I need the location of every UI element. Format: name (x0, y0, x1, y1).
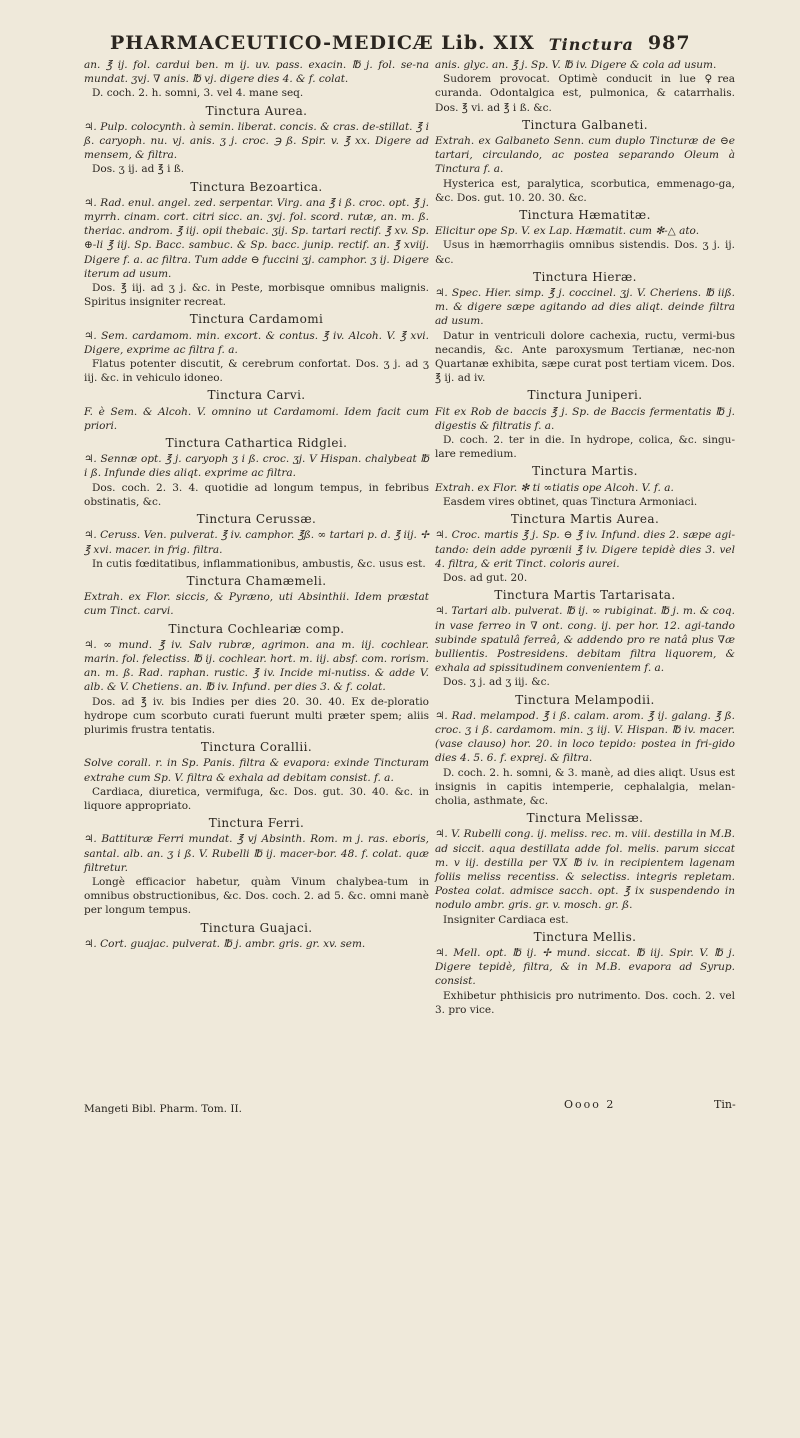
entry-title: Tinctura Melampodii. (515, 692, 655, 707)
recipe-entry (84, 104, 429, 177)
usage-text: Dos. ad ℥ iv. bis Indies per dies 20. 30. 40. Ex de-ploratio hydrope cum scorbuto curati fuerunt multi præter spem; aliis plurimis frustra tentatis. (84, 695, 429, 736)
recipe-entry (435, 208, 735, 267)
recipe-text: ♃. V. Rubelli cong. ij. meliss. rec. m. viii. destilla in M.B. ad siccit. aqua destillata adde fol. melis. parum siccat m. v iij. destilla per ∇X ℔ iv. in recipientem lagenam foliis meliss recentiss. & selectiss. integris repletam. Postea colat. admisce sacch. opt. ℥ ix suspendendo in nodulo ambr. gris. gr. v. mosch. gr. ß. (435, 828, 735, 912)
page-number: 987 (647, 32, 691, 54)
recipe-entry (84, 436, 429, 509)
signature-mark: Oooo 2 (564, 1098, 616, 1111)
entry-title: Tinctura Cerussæ. (196, 512, 317, 527)
recipe-entry (435, 693, 735, 809)
recipe-entry (84, 574, 429, 619)
recipe-text: ♃. Rad. enul. angel. zed. serpentar. Virg. ana ℥ i ß. croc. opt. ℥ j. myrrh. cinam. cort. citri sicc. an. ʒvj. fol. scord. rutæ, an. m. ß. theriac. androm. ℥ iij. opii thebaic. ʒij. Sp. tartari rectif. ℥ xv. Sp. ⊕-li ℥ iij. Sp. Bacc. sambuc. & Sp. bacc. junip. rectif. an. ℥ xviij. Digere f. a. ac filtra. Tum adde ⊖ fuccini ʒj. camphor. ʒ ij. Digere iterum ad usum. (84, 196, 429, 280)
recipe-text: ♃. Tartari alb. pulverat. ℔ ij. ∞ rubiginat. ℔ j. m. & coq. in vase ferreo in ∇ ont. cong. ij. per hor. 12. agi-tando subinde spatulâ ferreâ, & addendo pro re natâ plus ∇æ bullientis. Postresidens. debitam filtra liquorem, & exhala ad spissitudinem convenientem f. a. (435, 605, 735, 675)
recipe-entry (435, 464, 735, 509)
recipe-text: ♃. Cort. guajac. pulverat. ℔ j. ambr. gris. gr. xv. sem. (84, 937, 366, 950)
entry-title: Tinctura Martis Tartarisata. (494, 588, 676, 603)
entry-title: Tinctura Martis. (532, 464, 638, 479)
entry-title: Tinctura Hæmatitæ. (519, 208, 651, 223)
entry-title: Tinctura Ferri. (208, 816, 305, 831)
recipe-text: an. ℥ ij. fol. cardui ben. m ij. uv. pass. exacin. ℔ j. fol. se-na mundat. ʒvj. ∇ anis. ℔ vj. digere dies 4. & f. colat. (84, 59, 429, 86)
recipe-entry (84, 58, 429, 101)
recipe-entry (84, 816, 429, 917)
footer-line: Mangeti Bibl. Pharm. Tom. II. (84, 1103, 242, 1115)
running-title: PHARMACEUTICO-MEDICÆ Lib. XIX (110, 32, 535, 54)
recipe-text: Solve corall. r. in Sp. Panis. filtra & evapora: exinde Tincturam extrahe cum Sp. V. filtra & exhala ad debitam consist. f. a. (84, 757, 429, 784)
usage-text: Hysterica est, paralytica, scorbutica, emmenago-ga, &c. Dos. gut. 10. 20. 30. &c. (435, 177, 735, 204)
entry-title: Tinctura Martis Aurea. (510, 512, 660, 527)
recipe-text: ♃. Battituræ Ferri mundat. ℥ vj Absinth. Rom. m j. ras. eboris, santal. alb. an. ʒ i ß. V. Rubelli ℔ ij. macer-bor. 48. f. colat. quæ filtretur. (84, 833, 429, 874)
left-column (84, 58, 429, 953)
recipe-text: F. è Sem. & Alcoh. V. omnino ut Cardamomi. Idem facit cum priori. (84, 405, 429, 432)
entry-title: Tinctura Corallii. (200, 740, 313, 755)
recipe-entry (84, 312, 429, 385)
recipe-entry (435, 512, 735, 585)
recipe-text: ♃. Croc. martis ℥ j. Sp. ⊖ ℥ iv. Infund. dies 2. sæpe agi-tando: dein adde pyrœnii ℥ iv. Digere tepidè dies 3. vel 4. filtra, & erit Tinct. coloris aurei. (435, 529, 735, 570)
entry-title: Tinctura Melissæ. (526, 811, 644, 826)
catchword: Tin- (714, 1098, 736, 1111)
usage-text: Datur in ventriculi dolore cachexia, ructu, vermi-bus necandis, &c. Ante paroxysmum Tertianæ, nec-non Quartanæ exhibita, sæpe curat post tertiam vicem. Dos. ℥ ij. ad iv. (435, 329, 735, 385)
usage-text: Dos. ℥ iij. ad ʒ j. &c. in Peste, morbisque omnibus malignis. Spiritus insigniter recreat. (84, 282, 429, 309)
recipe-text: ♃. Ceruss. Ven. pulverat. ℥ iv. camphor. ℥ß. ∞ tartari p. d. ℥ iij. ✢ ℥ xvi. macer. in frig. filtra. (84, 529, 429, 556)
recipe-entry (435, 930, 735, 1017)
usage-text: Dos. coch. 2. 3. 4. quotidie ad longum tempus, in febribus obstinatis, &c. (84, 481, 429, 508)
entry-title: Tinctura Guajaci. (200, 920, 313, 935)
usage-text: Dos. ʒ j. ad ʒ iij. &c. (443, 676, 550, 689)
usage-text: Cardiaca, diuretica, vermifuga, &c. Dos. gut. 30. 40. &c. in liquore appropriato. (84, 785, 429, 812)
usage-text: Longè efficacior habetur, quàm Vinum chalybea-tum in omnibus obstructionibus, &c. Dos. coch. 2. ad 5. &c. omni manè per longum tempus. (84, 875, 429, 917)
recipe-entry (435, 388, 735, 461)
right-column (435, 58, 735, 1019)
recipe-entry (84, 180, 429, 310)
entry-title: Tinctura Hieræ. (533, 269, 637, 284)
entry-title: Tinctura Galbaneti. (522, 117, 648, 132)
usage-text: Sudorem provocat. Optimè conducit in lue ♀rea curanda. Odontalgica est, pulmonica, & catarrhalis. Dos. ℥ vi. ad ℥ i ß. &c. (435, 73, 735, 114)
recipe-text: ♃. Mell. opt. ℔ ij. ✢ mund. siccat. ℔ iij. Spir. V. ℔ j. Digere tepidè, filtra, & in M.B. evapora ad Syrup. consist. (435, 946, 735, 988)
usage-text: Dos. ad gut. 20. (443, 571, 528, 584)
recipe-text: ♃. Pulp. colocynth. à semin. liberat. concis. & cras. de-stillat. ℥ i ß. caryoph. nu. vj. anis. ʒ j. croc. ℈ ß. Spir. v. ℥ xx. Digere ad mensem, & filtra. (84, 120, 429, 162)
entry-title: Tinctura Cardamomi (189, 312, 324, 327)
recipe-text: Extrah. ex Flor. siccis, & Pyræno, uti Absinthii. Idem præstat cum Tinct. carvi. (84, 591, 429, 618)
usage-text: D. coch. 2. ter in die. In hydrope, colica, &c. singu-lare remedium. (435, 434, 735, 461)
entry-title: Tinctura Chamæmeli. (186, 573, 327, 588)
recipe-entry (84, 921, 429, 951)
usage-text: Flatus potenter discutit, & cerebrum confortat. Dos. ʒ j. ad ʒ iij. &c. in vehiculo idoneo. (84, 358, 429, 385)
usage-text: In cutis fœditatibus, inflammationibus, ambustis, &c. usus est. (92, 557, 426, 570)
usage-text: D. coch. 2. h. somni, & 3. manè, ad dies aliqt. Usus est insignis in capitis intemperie, cephalalgia, melan-cholia, asthmate, &c. (435, 766, 735, 807)
recipe-text: ♃. Rad. melampod. ℥ i ß. calam. arom. ℥ ij. galang. ℥ ß. croc. ʒ i ß. cardamom. min. ʒ iij. V. Hispan. ℔ iv. macer. (vase clauso) hor. 20. in loco tepido: postea in fri-gido dies 4. 5. 6. f. exprej. & filtra. (435, 709, 735, 765)
entry-title: Tinctura Aurea. (205, 103, 308, 118)
recipe-text: Fit ex Rob de baccis ℥ j. Sp. de Baccis fermentatis ℔ j. digestis & filtratis f. a. (435, 405, 735, 432)
recipe-text: anis. glyc. an. ℥ j. Sp. V. ℔ iv. Digere & cola ad usum. (435, 59, 717, 71)
entry-title: Tinctura Carvi. (207, 388, 306, 403)
recipe-entry (84, 388, 429, 433)
section-label: Tinctura (548, 35, 634, 54)
recipe-entry (435, 118, 735, 205)
recipe-text: ♃. Spec. Hier. simp. ℥ j. coccinel. ʒj. V. Cheriens. ℔ iiß. m. & digere sæpe agitando ad dies aliqt. deinde filtra ad usum. (435, 287, 735, 328)
recipe-entry (435, 270, 735, 386)
entry-title: Tinctura Juniperi. (527, 388, 643, 403)
recipe-entry (435, 588, 735, 689)
recipe-entry (84, 512, 429, 571)
usage-text: Dos. ʒ ij. ad ℥ i ß. (92, 163, 185, 176)
page-header (110, 22, 690, 54)
recipe-entry (435, 58, 735, 115)
recipe-entry (84, 740, 429, 813)
recipe-text: Extrah. ex Flor. ✻ ti ∞tiatis ope Alcoh. V. f. a. (435, 481, 674, 494)
recipe-text: ♃. ∞ mund. ℥ iv. Salv rubræ, agrimon. ana m. iij. cochlear. marin. fol. felectiss. ℔ ij. cochlear. hort. m. iij. absf. com. rorism. an. m. ß. Rad. raphan. rustic. ℥ iv. Incide mi-nutiss. & adde V. alb. & V. Chetiens. an. ℔ iv. Infund. per dies 3. & f. colat. (84, 638, 429, 694)
recipe-text: Extrah. ex Galbaneto Senn. cum duplo Tincturæ de ⊖e tartari, circulando, ac postea separando Oleum à Tinctura f. a. (435, 135, 735, 176)
recipe-entry (84, 622, 429, 738)
entry-title: Tinctura Cochleariæ comp. (168, 621, 345, 636)
usage-text: D. coch. 2. h. somni, 3. vel 4. mane seq. (92, 87, 304, 100)
entry-title: Tinctura Cathartica Ridglei. (165, 436, 348, 451)
page-footer (84, 1098, 736, 1116)
usage-text: Usus in hæmorrhagiis omnibus sistendis. Dos. ʒ j. ij. &c. (435, 239, 735, 266)
recipe-entry (435, 811, 735, 927)
usage-text: Exhibetur phthisicis pro nutrimento. Dos. coch. 2. vel 3. pro vice. (435, 989, 735, 1016)
usage-text: Insigniter Cardiaca est. (443, 913, 569, 926)
recipe-text: ♃. Sem. cardamom. min. excort. & contus. ℥ iv. Alcoh. V. ℥ xvi. Digere, exprime ac filtra f. a. (84, 329, 429, 356)
recipe-text: ♃. Sennæ opt. ℥ j. caryoph ʒ i ß. croc. ʒj. V Hispan. chalybeat ℔ i ß. Infunde dies aliqt. exprime ac filtra. (84, 453, 429, 480)
entry-title: Tinctura Bezoartica. (190, 179, 323, 194)
entry-title: Tinctura Mellis. (533, 929, 637, 944)
usage-text: Easdem vires obtinet, quas Tinctura Armoniaci. (443, 495, 698, 508)
recipe-text: Elicitur ope Sp. V. ex Lap. Hæmatit. cum ✻-△ ato. (435, 225, 700, 238)
